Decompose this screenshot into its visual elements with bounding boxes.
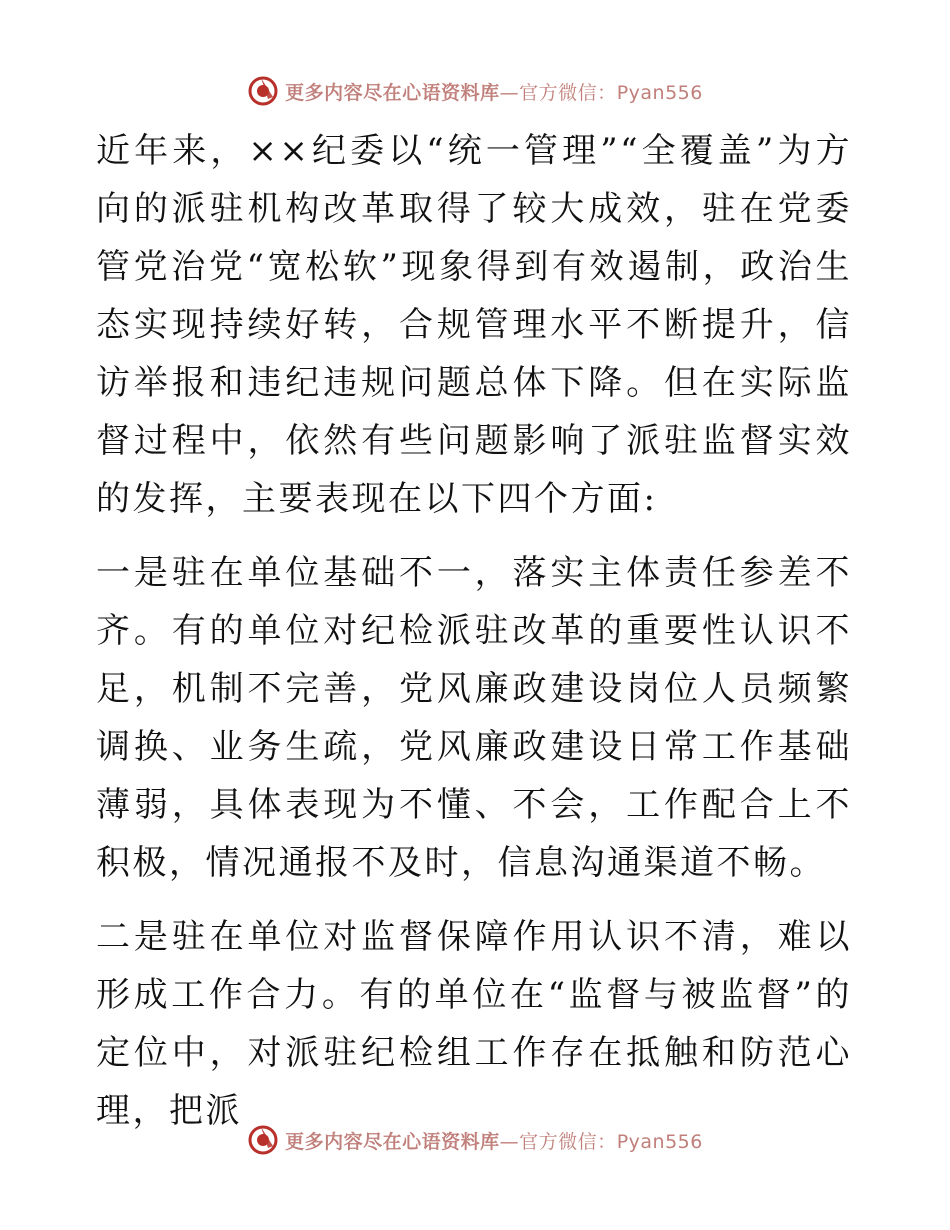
library-logo-icon bbox=[247, 75, 279, 107]
watermark-dash: — bbox=[499, 1130, 520, 1153]
document-body bbox=[96, 122, 852, 1140]
library-logo-icon bbox=[247, 1124, 279, 1156]
watermark-wechat-id: Pyan556 bbox=[616, 1130, 703, 1153]
watermark-dash: — bbox=[499, 81, 520, 104]
paragraph-point-one: 一是驻在单位基础不一，落实主体责任参差不齐。有的单位对纪检派驻改革的重要性认识不足，机制不完善，党风廉政建设岗位人员频繁调换、业务生疏，党风廉政建设日常工作基础薄弱，具体表现为不懂、不会，工作配合上不积极，情况通报不及时，信息沟通渠道不畅。 bbox=[96, 553, 852, 883]
watermark-wechat-id: Pyan556 bbox=[616, 81, 703, 104]
header-watermark bbox=[0, 71, 950, 111]
watermark-official: 官方微信： bbox=[519, 81, 617, 104]
paragraph-intro: 近年来，××纪委以“统一管理”“全覆盖”为方向的派驻机构改革取得了较大成效，驻在党委管党治党“宽松软”现象得到有效遏制，政治生态实现持续好转，合规管理水平不断提升，信访举报和违纪违规问题总体下降。但在实际监督过程中，依然有些问题影响了派驻监督实效的发挥，主要表现在以下四个方面: bbox=[96, 131, 852, 519]
paragraph-point-two: 二是驻在单位对监督保障作用认识不清，难以形成工作合力。有的单位在“监督与被监督”的定位中，对派驻纪检组工作存在抵触和防范心理，把派 bbox=[96, 917, 852, 1131]
footer-watermark bbox=[0, 1120, 950, 1160]
watermark-brand: 更多内容尽在心语资料库 bbox=[285, 1130, 500, 1153]
watermark-official: 官方微信： bbox=[519, 1130, 617, 1153]
watermark-brand: 更多内容尽在心语资料库 bbox=[285, 81, 500, 104]
watermark-text bbox=[285, 1127, 703, 1154]
watermark-text bbox=[285, 78, 703, 105]
